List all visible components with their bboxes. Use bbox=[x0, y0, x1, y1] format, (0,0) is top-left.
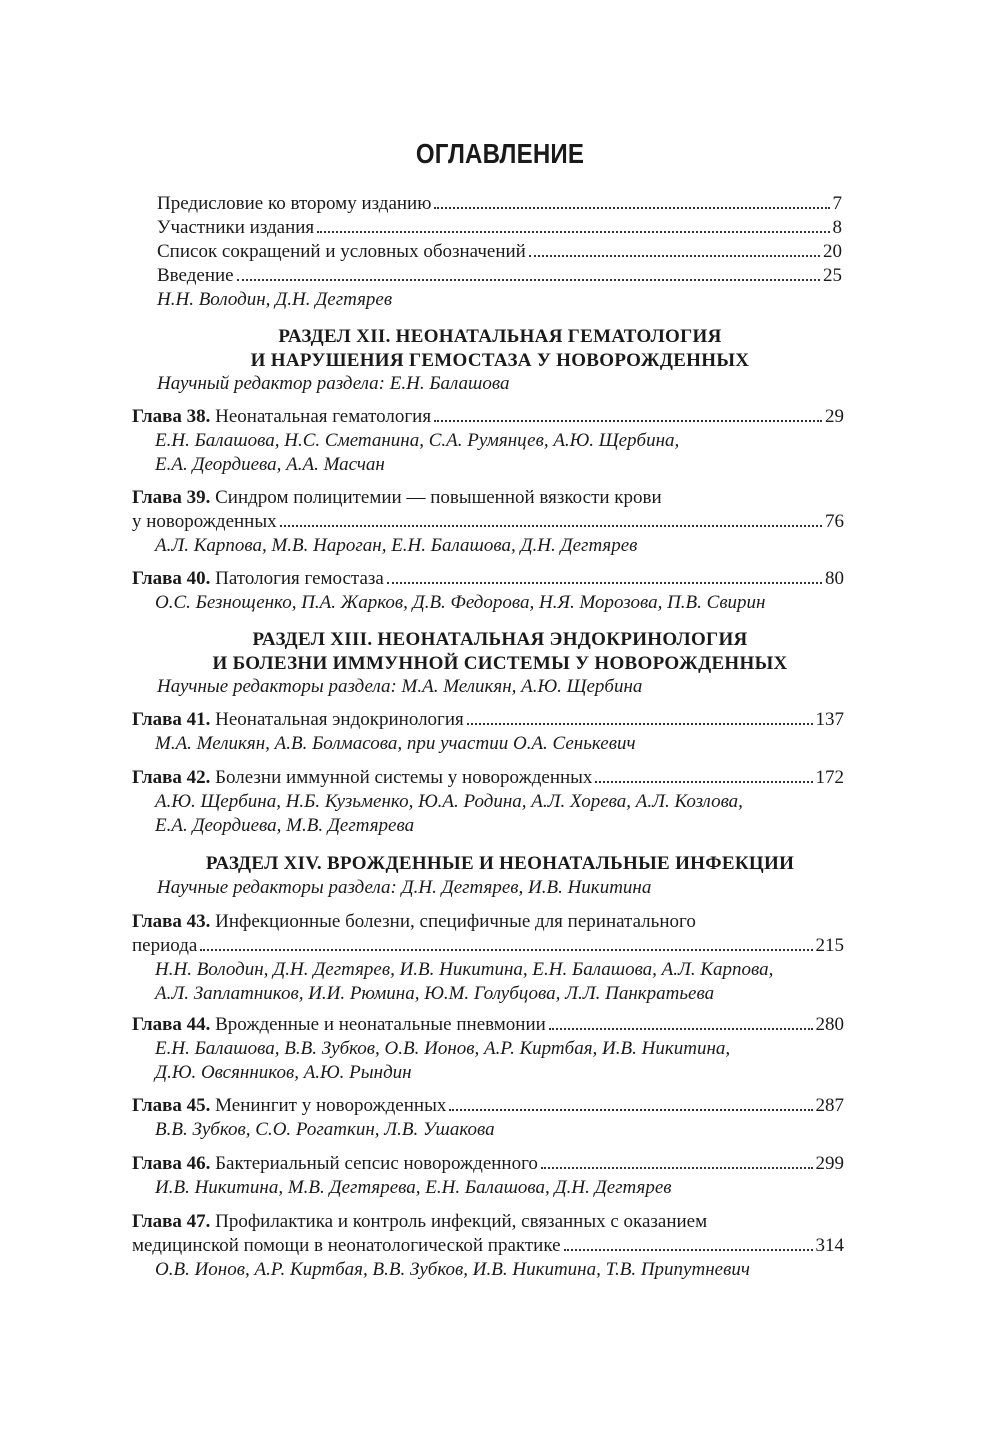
chapter-authors: Е.Н. Балашова, В.В. Зубков, О.В. Ионов, А.Р. Киртбая, И.В. Никитина, bbox=[155, 1038, 731, 1059]
section-editor: Научные редакторы раздела: Д.Н. Дегтярев, И.В. Никитина bbox=[157, 877, 652, 898]
section-heading: РАЗДЕЛ XIII. НЕОНАТАЛЬНАЯ ЭНДОКРИНОЛОГИЯ И БОЛЕЗНИ ИММУННОЙ СИСТЕМЫ У НОВОРОЖДЕННЫХ bbox=[212, 629, 788, 674]
chapter-entry[interactable]: Глава 44. Врожденные и неонатальные пневмонии 280 Е.Н. Балашова, В.В. Зубков, О.В. Ионов, А.Р. Киртбая, И.В. Никитина, Д.Ю. Овсянников, А.Ю. Рындин bbox=[132, 1014, 844, 1083]
chapter-authors: Н.Н. Володин, Д.Н. Дегтярев bbox=[157, 289, 393, 310]
toc-entry[interactable]: Список сокращений и условных обозначений 20 bbox=[157, 241, 842, 262]
chapter-authors: А.Л. Карпова, М.В. Нароган, Е.Н. Балашова, Д.Н. Дегтярев bbox=[155, 535, 638, 556]
chapter-entry[interactable]: Глава 47. Профилактика и контроль инфекций, связанных с оказанием медицинской помощи в неонатологической практике 314 О.В. Ионов, А.Р. Киртбая, В.В. Зубков, И.В. Никитина, Т.В. Припутневич bbox=[132, 1211, 844, 1280]
page-number: 20 bbox=[823, 241, 842, 262]
page-number: 299 bbox=[815, 1153, 844, 1174]
page-number: 287 bbox=[815, 1095, 844, 1116]
page-number: 314 bbox=[815, 1235, 844, 1256]
chapter-authors: Н.Н. Володин, Д.Н. Дегтярев, И.В. Никитина, Е.Н. Балашова, А.Л. Карпова, bbox=[155, 959, 774, 980]
toc-entry[interactable]: Введение 25 bbox=[157, 265, 842, 286]
chapter-authors: В.В. Зубков, С.О. Рогаткин, Л.В. Ушакова bbox=[155, 1119, 495, 1140]
chapter-authors: Е.А. Деордиева, М.В. Дегтярева bbox=[155, 815, 415, 836]
page-number: 7 bbox=[832, 193, 842, 214]
chapter-entry[interactable]: Глава 40. Патология гемостаза 80 О.С. Безнощенко, П.А. Жарков, Д.В. Федорова, Н.Я. Морозова, П.В. Свирин bbox=[132, 568, 844, 613]
section-editor: Научные редакторы раздела: М.А. Меликян, А.Ю. Щербина bbox=[157, 676, 643, 697]
page-number: 76 bbox=[825, 511, 844, 532]
section-editor: Научный редактор раздела: Е.Н. Балашова bbox=[157, 373, 510, 394]
page-number: 137 bbox=[815, 709, 844, 730]
page-number: 215 bbox=[815, 935, 844, 956]
chapter-authors: Е.Н. Балашова, Н.С. Сметанина, С.А. Румянцев, А.Ю. Щербина, bbox=[155, 430, 680, 451]
chapter-entry[interactable]: Глава 38. Неонатальная гематология 29 Е.Н. Балашова, Н.С. Сметанина, С.А. Румянцев, А.Ю. Щербина, Е.А. Деордиева, А.А. Масчан bbox=[132, 406, 844, 475]
section-heading: РАЗДЕЛ XIV. ВРОЖДЕННЫЕ И НЕОНАТАЛЬНЫЕ ИНФЕКЦИИ bbox=[205, 853, 795, 874]
chapter-entry[interactable]: Глава 41. Неонатальная эндокринология 137 М.А. Меликян, А.В. Болмасова, при участии О.А. Сенькевич bbox=[132, 709, 844, 754]
section-heading: РАЗДЕЛ XII. НЕОНАТАЛЬНАЯ ГЕМАТОЛОГИЯ И НАРУШЕНИЯ ГЕМОСТАЗА У НОВОРОЖДЕННЫХ bbox=[250, 326, 750, 371]
chapter-authors: Е.А. Деордиева, А.А. Масчан bbox=[155, 454, 385, 475]
page-number: 29 bbox=[825, 406, 844, 427]
page-number: 280 bbox=[815, 1014, 844, 1035]
chapter-entry[interactable]: Глава 43. Инфекционные болезни, специфичные для перинатального периода 215 Н.Н. Володин, Д.Н. Дегтярев, И.В. Никитина, Е.Н. Балашова, А.Л. Карпова, А.Л. Заплатников, И.И. Рюмина, Ю.М. Голубцова, Л.Л. Панкратьева bbox=[132, 911, 844, 1004]
chapter-authors: О.В. Ионов, А.Р. Киртбая, В.В. Зубков, И.В. Никитина, Т.В. Припутневич bbox=[155, 1259, 750, 1280]
page-number: 172 bbox=[815, 767, 844, 788]
chapter-authors: Д.Ю. Овсянников, А.Ю. Рындин bbox=[155, 1062, 412, 1083]
toc-entry[interactable]: Предисловие ко второму изданию 7 bbox=[157, 193, 842, 214]
toc-entry[interactable]: Участники издания 8 bbox=[157, 217, 842, 238]
page-number: 80 bbox=[825, 568, 844, 589]
preface-list bbox=[157, 192, 842, 312]
chapter-entry[interactable]: Глава 42. Болезни иммунной системы у новорожденных 172 А.Ю. Щербина, Н.Б. Кузьменко, Ю.А. Родина, А.Л. Хорева, А.Л. Козлова, Е.А. Деордиева, М.В. Дегтярева bbox=[132, 767, 844, 836]
chapter-entry[interactable]: Глава 45. Менингит у новорожденных 287 В.В. Зубков, С.О. Рогаткин, Л.В. Ушакова bbox=[132, 1095, 844, 1140]
chapter-authors: А.Л. Заплатников, И.И. Рюмина, Ю.М. Голубцова, Л.Л. Панкратьева bbox=[155, 983, 715, 1004]
page-number: 25 bbox=[823, 265, 842, 286]
chapter-authors: М.А. Меликян, А.В. Болмасова, при участии О.А. Сенькевич bbox=[155, 733, 636, 754]
page-title: ОГЛАВЛЕНИЕ bbox=[415, 138, 585, 169]
chapter-authors: О.С. Безнощенко, П.А. Жарков, Д.В. Федорова, Н.Я. Морозова, П.В. Свирин bbox=[155, 592, 766, 613]
page-number: 8 bbox=[832, 217, 842, 238]
chapter-entry[interactable]: Глава 46. Бактериальный сепсис новорожденного 299 И.В. Никитина, М.В. Дегтярева, Е.Н. Балашова, Д.Н. Дегтярев bbox=[132, 1153, 844, 1198]
chapter-authors: А.Ю. Щербина, Н.Б. Кузьменко, Ю.А. Родина, А.Л. Хорева, А.Л. Козлова, bbox=[155, 791, 743, 812]
chapter-authors: И.В. Никитина, М.В. Дегтярева, Е.Н. Балашова, Д.Н. Дегтярев bbox=[155, 1177, 672, 1198]
chapter-entry[interactable]: Глава 39. Синдром полицитемии — повышенной вязкости крови у новорожденных 76 А.Л. Карпова, М.В. Нароган, Е.Н. Балашова, Д.Н. Дегтярев bbox=[132, 487, 844, 556]
